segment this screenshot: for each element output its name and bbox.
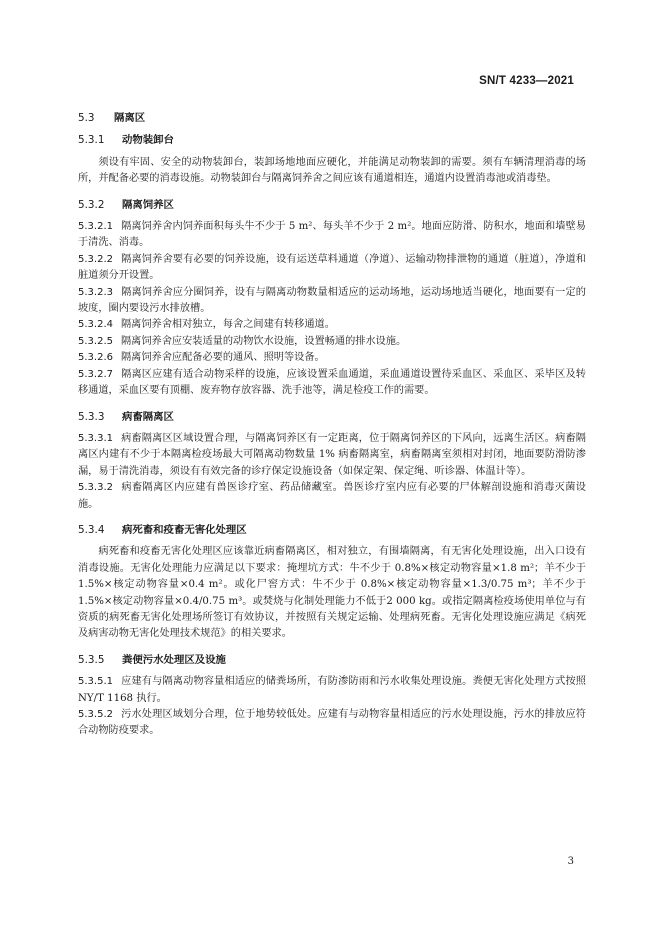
clause-text: 病畜隔离区区域设置合理，与隔离饲养区有一定距离，位于隔离饲养区的下风向，远离生活区。病畜隔离区内建有不少于本隔离检疫场最大可隔离动物数量 1% 病畜隔离室，病畜隔离室须相对封闭，地面要防滑防渗漏，易于清洗消毒，须设有有效完备的诊疗保定设施设备（如保定架、保定绳、听诊器、体温计等）。 xyxy=(78,432,586,477)
clause-text: 隔离饲养舍应安装适量的动物饮水设施，设置畅通的排水设施。 xyxy=(121,335,407,347)
clause-text: 隔离饲养舍内饲养面积每头牛不少于 5 m²、每头羊不少于 2 m²。地面应防滑、防积水，地面和墙壁易于清洗、消毒。 xyxy=(78,221,586,249)
clause-number: 5.3.2.4 xyxy=(78,319,113,331)
section-heading-5-3-4 xyxy=(78,522,586,538)
clause-number: 5.3.2.1 xyxy=(78,221,113,233)
clause-number: 5.3.2.6 xyxy=(78,352,113,364)
clause-5-3-2-7 xyxy=(78,367,586,400)
paragraph-5-3-4: 病死畜和疫畜无害化处理区应该靠近病畜隔离区，相对独立，有围墙隔离，有无害化处理设施，出入口设有消毒设施。无害化处理能力应满足以下要求：掩埋坑方式：牛不少于 0.8%×核定动物容量×1.8 m²；羊不少于 1.5%×核定动物容量×0.4 m²。或化尸窖方式：牛不少于 0.8%×核定动物容量×1.3/0.75 m³；羊不少于 1.5%×核定动物容量×0.4/0.75 m³。或焚烧与化制处理能力不低于2 000 kg。或指定隔离检疫场使用单位与有资质的病死畜无害化处理场所签订有效协议，并按照有关规定运输、处理病死畜。无害化处理设施应满足《病死及病害动物无害化处理技术规范》的相关要求。 xyxy=(78,546,586,640)
clause-5-3-5-2 xyxy=(78,707,586,740)
section-heading-5-3-1 xyxy=(78,132,586,148)
clause-text: 病畜隔离区内应建有兽医诊疗室、药品储藏室。兽医诊疗室内应有必要的尸体解剖设施和消毒灭菌设施。 xyxy=(78,482,586,510)
page-content xyxy=(78,106,586,740)
clause-5-3-2-6 xyxy=(78,350,586,366)
clause-number: 5.3.5.1 xyxy=(78,676,113,688)
section-title: 病死畜和疫畜无害化处理区 xyxy=(122,523,247,536)
clause-5-3-2-1 xyxy=(78,219,586,252)
clause-5-3-2-2 xyxy=(78,252,586,285)
clause-5-3-2-5 xyxy=(78,334,586,350)
section-number: 5.3 xyxy=(78,112,95,124)
paragraph-5-3-1: 须设有牢固、安全的动物装卸台，装卸场地地面应硬化，并能满足动物装卸的需要。须有车辆清理消毒的场所，并配备必要的消毒设施。动物装卸台与隔离饲养舍之间应该有通道相连，通道内设置消毒池或消毒垫。 xyxy=(78,156,586,185)
section-number: 5.3.5 xyxy=(78,653,105,666)
section-title: 隔离饲养区 xyxy=(122,198,174,211)
clause-number: 5.3.2.2 xyxy=(78,253,113,265)
document-code: SN/T 4233—2021 xyxy=(479,75,574,87)
clause-number: 5.3.2.5 xyxy=(78,335,113,347)
clause-number: 5.3.3.1 xyxy=(78,432,113,444)
section-number: 5.3.4 xyxy=(78,523,105,536)
section-title: 病畜隔离区 xyxy=(122,410,174,423)
section-title: 粪便污水处理区及设施 xyxy=(122,653,226,666)
section-heading-5-3-5 xyxy=(78,652,586,668)
clause-text: 隔离饲养舍要有必要的饲养设施，设有运送草料通道（净道）、运输动物排泄物的通道（脏道），净道和脏道须分开设置。 xyxy=(78,253,586,282)
section-title: 隔离区 xyxy=(114,112,146,124)
clause-text: 应建有与隔离动物容量相适应的储粪场所，有防渗防雨和污水收集处理设施。粪便无害化处理方式按照 NY/T 1168 执行。 xyxy=(78,676,586,704)
clause-text: 污水处理区域划分合理，位于地势较低处。应建有与动物容量相适应的污水处理设施，污水的排放应符合动物防疫要求。 xyxy=(78,709,586,737)
clause-number: 5.3.5.2 xyxy=(78,709,113,720)
clause-5-3-2-3 xyxy=(78,285,586,318)
section-number: 5.3.2 xyxy=(78,198,105,211)
clause-number: 5.3.3.2 xyxy=(78,482,113,494)
section-heading-5-3 xyxy=(78,110,586,126)
clause-text: 隔离饲养舍相对独立，每舍之间建有转移通道。 xyxy=(121,319,335,331)
clause-text: 隔离区应建有适合动物采样的设施，应该设置采血通道，采血通道设置待采血区、采血区、采毕区及转移通道，采血区要有顶棚、废弃物存放容器、洗手池等，满足检疫工作的需要。 xyxy=(78,368,586,397)
clause-5-3-5-1 xyxy=(78,674,586,707)
section-number: 5.3.3 xyxy=(78,410,105,423)
page-number: 3 xyxy=(567,856,574,867)
section-number: 5.3.1 xyxy=(78,134,105,147)
section-title: 动物装卸台 xyxy=(122,134,174,147)
clause-number: 5.3.2.3 xyxy=(78,286,113,298)
section-heading-5-3-2 xyxy=(78,197,586,213)
clause-text: 隔离饲养舍应分圈饲养，设有与隔离动物数量相适应的运动场地，运动场地适当硬化，地面要有一定的坡度，圈内要设污水排放槽。 xyxy=(78,286,586,315)
clause-number: 5.3.2.7 xyxy=(78,368,113,380)
clause-5-3-3-2 xyxy=(78,480,586,513)
clause-text: 隔离饲养舍应配备必要的通风、照明等设备。 xyxy=(121,352,325,364)
clause-5-3-2-4 xyxy=(78,317,586,333)
clause-5-3-3-1 xyxy=(78,431,586,480)
section-heading-5-3-3 xyxy=(78,409,586,425)
